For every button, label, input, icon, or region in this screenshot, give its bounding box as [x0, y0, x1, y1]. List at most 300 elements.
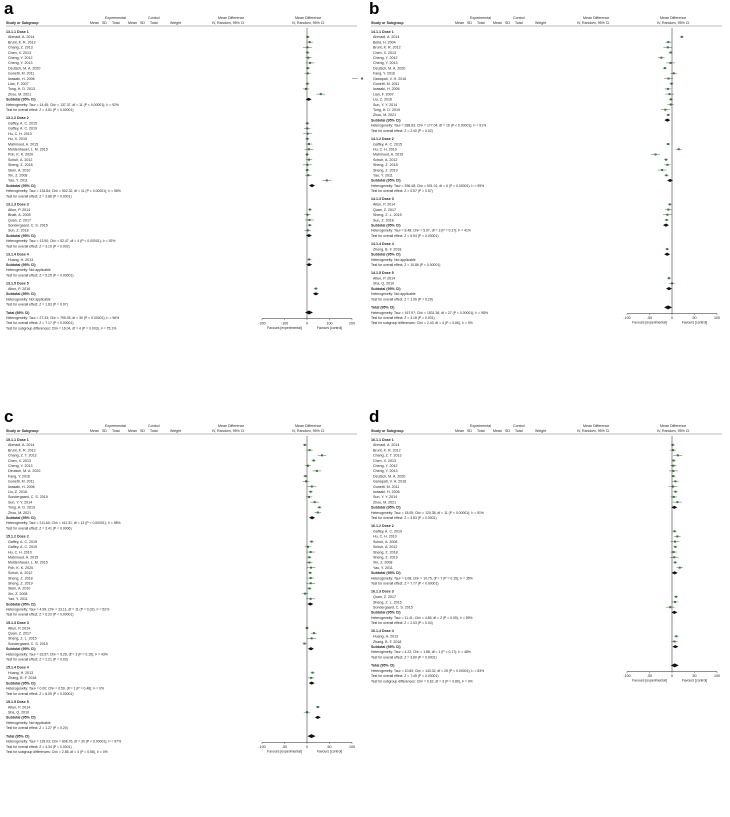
study-name: Bella, H. 2004	[373, 40, 396, 45]
total-label: Total (95% CI)	[371, 305, 395, 310]
study-name: Iwasaki, H. 2006	[373, 87, 400, 92]
total-overall-effect-text: Test for overall effect: Z = 7.17 (P < 0.00001)	[6, 321, 74, 326]
effect-square	[304, 593, 306, 595]
subgroup-title: 14.1.2 Dose 2	[371, 136, 394, 141]
subtotal-diamond	[666, 287, 672, 290]
subgroup-title: 13.1.3 Dose 3	[6, 202, 29, 207]
study-name: Lian, F. 2007	[373, 92, 394, 97]
study-name: Hu, C. H. 2010	[373, 147, 397, 152]
effect-square	[312, 672, 314, 674]
subtotal-diamond	[672, 571, 678, 574]
study-name: Huang, H. 2013	[8, 257, 34, 262]
subtotal-label: Subtotal (95% CI)	[6, 292, 36, 297]
study-name: Xin, Z. 2008	[373, 560, 393, 565]
effect-square	[313, 632, 315, 634]
study-name: Ganapati, V. H. 2016	[373, 479, 407, 484]
effect-square	[314, 501, 316, 503]
study-name: Fang, Y. 2016	[8, 474, 31, 479]
heterogeneity-text: Heterogeneity: Not applicable	[6, 720, 51, 725]
column-header: Mean	[90, 429, 99, 433]
total-heterogeneity-text: Heterogeneity: Tau² = 139.03; Chi² = 808.76, df = 30 (P < 0.00001); I² = 97%	[6, 739, 122, 744]
total-heterogeneity-text: Heterogeneity: Tau² = 167.97; Chi² = 1531.36, df = 27 (P < 0.00001); I² = 98%	[371, 310, 488, 315]
effect-square	[311, 637, 313, 639]
study-name: Chen, X. 2013	[8, 50, 31, 55]
effect-square	[672, 486, 674, 488]
x-tick-label: 200	[349, 321, 355, 326]
column-header: Total	[150, 21, 158, 25]
study-name: Ahmadi, A. 2014	[373, 443, 400, 448]
study-name: Altun, P. 2014	[8, 207, 31, 212]
effect-square	[668, 277, 670, 279]
study-name: Hu, X. 2015	[8, 137, 27, 142]
study-name: Gunetti, M. 2011	[8, 71, 35, 76]
study-name: Sun, Z. 2018	[373, 218, 394, 223]
column-header: SD	[505, 21, 510, 25]
study-name: Iwasaki, H. 2006	[8, 484, 35, 489]
heterogeneity-text: Heterogeneity: Tau² = 211.60; Chi² = 411.31, df = 13 (P < 0.00001); I² = 98%	[6, 521, 121, 526]
subtotal-label: Subtotal (95% CI)	[371, 644, 401, 649]
subgroup-title: 14.1.4 Dose 4	[371, 241, 394, 246]
md-plot-method-header: IV, Random, 95% CI	[657, 21, 690, 25]
forest-plot-panel-c	[0, 408, 365, 817]
md-method-header: IV, Random, 95% CI	[212, 429, 245, 433]
study-name: Yao, Y. 2011	[8, 597, 28, 602]
overall-effect-text: Test for overall effect: Z = 3.10 (P = 0.002)	[6, 244, 70, 249]
effect-square	[326, 179, 328, 181]
study-name: Schuh, A. 2012	[8, 571, 33, 576]
favours-experimental-label: Favours [experimental]	[632, 320, 667, 325]
control-header: Control	[148, 424, 160, 428]
heterogeneity-text: Heterogeneity: Tau² = 11.41; Chi² = 4.85, df = 2 (P = 0.09); I² = 59%	[371, 615, 473, 620]
effect-square	[674, 530, 676, 532]
column-header: SD	[102, 21, 107, 25]
md-method-header: IV, Random, 95% CI	[577, 21, 610, 25]
heterogeneity-text: Heterogeneity: Tau² = 8.48; Chi² = 5.07, df = 3 (P = 0.17); I² = 41%	[371, 228, 471, 233]
effect-square	[664, 109, 666, 111]
effect-square	[315, 288, 317, 290]
effect-square	[670, 104, 672, 106]
study-name: Chen, X. 2013	[8, 458, 31, 463]
heterogeneity-text: Heterogeneity: Tau² = 14.45; Chi² = 137.37, df = 11 (P < 0.00001); I² = 92%	[6, 102, 119, 107]
overall-effect-text: Test for overall effect: Z = 5.94 (P < 0.00001)	[371, 233, 439, 238]
subtotal-label: Subtotal (95% CI)	[371, 610, 401, 615]
subgroup-title: 16.1.2 Dose 2	[371, 524, 394, 529]
effect-square	[308, 587, 310, 589]
column-header: Mean	[493, 429, 502, 433]
x-tick-label: -50	[281, 744, 288, 749]
effect-square	[308, 496, 310, 498]
effect-square	[361, 78, 363, 80]
study-name: Sheng, Z. 2019	[8, 581, 33, 586]
study-name: Yao, Y. 2011	[373, 173, 393, 178]
study-name: Mahmoud, A. 2015	[8, 555, 39, 560]
subgroup-title: 14.1.5 Dose 5	[371, 271, 394, 276]
study-name: Xin, Z. 2008	[8, 173, 28, 178]
study-name: Sheng, Z. 2018	[373, 163, 398, 168]
column-header: Mean	[455, 21, 464, 25]
x-tick-label: 50	[692, 674, 697, 679]
study-name: Sondergaard, C. S. 2015	[8, 641, 48, 646]
study-name: Moldenhauer, L. M. 2015	[8, 147, 48, 152]
heterogeneity-text: Heterogeneity: Tau² = 13.90; Chi² = 52.47, df = 4 (P < 0.00001); I² = 92%	[6, 239, 116, 244]
study-name: Huang, H. 2013	[373, 634, 399, 639]
heterogeneity-text: Heterogeneity: Tau² = 396.48; Chi² = 501.01, df = 6 (P < 0.00001); I² = 99%	[371, 183, 485, 188]
study-name: Bhatt, A. 2005	[8, 213, 31, 218]
effect-square	[308, 556, 310, 558]
effect-square	[672, 449, 674, 451]
effect-square	[310, 577, 312, 579]
study-name: Ahmadi, A. 2014	[8, 443, 35, 448]
total-label: Total (95% CI)	[371, 663, 395, 668]
study-name: Sun, Z. 2018	[8, 228, 29, 233]
effect-square	[306, 138, 308, 140]
study-name: Mahmoud, A. 2015	[373, 152, 404, 157]
study-name: Cheng, Y. 2013	[8, 464, 33, 469]
study-name: Liu, Z. 2016	[373, 97, 392, 102]
study-name: Cheng, Y. 2012	[8, 56, 33, 61]
overall-effect-text: Test for overall effect: Z = 0.57 (P = 0.57)	[371, 189, 433, 194]
control-header: Control	[513, 424, 525, 428]
total-diamond	[305, 311, 313, 315]
overall-effect-text: Test for overall effect: Z = 4.51 (P < 0.00001)	[6, 108, 74, 113]
subgroup-title: 16.1.1 Dose 1	[371, 437, 394, 442]
study-name: Iwasaki, H. 2006	[373, 490, 400, 495]
study-name: Schuh, A. 2008	[373, 539, 398, 544]
effect-square	[304, 475, 306, 477]
study-name: Cheng, Y. 2012	[373, 464, 398, 469]
effect-square	[669, 93, 671, 95]
column-header: Total	[477, 429, 485, 433]
study-name: Chen, X. 2013	[373, 458, 396, 463]
study-name: Brunt, K. R. 2012	[8, 448, 36, 453]
subtotal-diamond	[672, 645, 678, 648]
effect-square	[303, 643, 305, 645]
column-header: Mean	[90, 21, 99, 25]
study-name: Altun, P. 2014	[373, 276, 396, 281]
effect-square	[667, 88, 669, 90]
x-tick-label: -100	[280, 321, 289, 326]
favours-experimental-label: Favours [experimental]	[267, 749, 302, 754]
subtotal-label: Subtotal (95% CI)	[371, 505, 401, 510]
study-name: Brunt, K. R. 2012	[373, 448, 401, 453]
total-overall-effect-text: Test for overall effect: Z = 4.34 (P < 0.0001)	[6, 744, 72, 749]
md-plot-header: Mean Difference	[660, 424, 687, 428]
effect-square	[676, 535, 678, 537]
study-name: Poh, K. K. 2020	[8, 565, 34, 570]
subgroup-title: 15.1.1 Dose 1	[6, 437, 29, 442]
effect-square	[310, 598, 312, 600]
effect-square	[670, 62, 672, 64]
study-name: Gaffey, A. C. 2015	[8, 539, 38, 544]
study-name: Schuh, A. 2012	[373, 545, 398, 550]
subtotal-diamond	[664, 253, 670, 256]
study-name: Sheng, Z. 2019	[373, 168, 398, 173]
study-name: Quan, Z. 2017	[373, 595, 396, 600]
study-name: Hu, C. H. 2010	[8, 131, 32, 136]
column-header: Total	[112, 429, 120, 433]
subgroup-title: 16.1.3 Dose 3	[371, 589, 394, 594]
effect-square	[310, 491, 312, 493]
effect-square	[309, 572, 311, 574]
subgroup-differences-text: Test for subgroup differences: Chi² = 2.85, df = 4 (P = 0.58), I² = 0%	[6, 750, 108, 755]
subtotal-diamond	[309, 184, 315, 187]
md-header: Mean Difference	[218, 424, 245, 428]
column-header: SD	[102, 429, 107, 433]
panel-letter-d: d	[369, 408, 380, 426]
effect-square	[306, 127, 308, 129]
subgroup-title: 15.1.5 Dose 5	[6, 699, 29, 704]
study-name: Sondergaard, C. S. 2015	[8, 495, 48, 500]
study-name: Schuh, A. 2012	[373, 157, 398, 162]
overall-effect-text: Test for overall effect: Z = 5.25 (P < 0.00001)	[6, 273, 74, 278]
effect-square	[306, 122, 308, 124]
effect-square	[313, 460, 315, 462]
column-header: Mean	[128, 429, 137, 433]
effect-square	[309, 41, 311, 43]
subtotal-label: Subtotal (95% CI)	[371, 118, 401, 123]
control-header: Control	[513, 16, 525, 20]
study-name: Sondergaard, C. S. 2015	[373, 605, 413, 610]
subtotal-diamond	[663, 224, 669, 227]
study-name: Gaffey, A. C. 2015	[8, 121, 38, 126]
subtotal-label: Subtotal (95% CI)	[6, 262, 36, 267]
study-name: Hu, C. H. 2010	[373, 534, 397, 539]
x-tick-label: 50	[692, 316, 697, 321]
x-tick-label: 100	[326, 321, 333, 326]
md-plot-method-header: IV, Random, 95% CI	[292, 21, 325, 25]
effect-square	[676, 501, 678, 503]
study-name: Zhang, B. F. 2018	[8, 676, 37, 681]
heterogeneity-text: Heterogeneity: Tau² = 134.84; Chi² = 502.32, df = 11 (P < 0.00001); I² = 98%	[6, 189, 121, 194]
effect-square	[309, 449, 311, 451]
heterogeneity-text: Heterogeneity: Tau² = 3.08; Chi² = 10.75, df = 7 (P = 0.15); I² = 35%	[371, 576, 473, 581]
overall-effect-text: Test for overall effect: Z = 6.05 (P < 0.00001)	[6, 691, 74, 696]
effect-square	[318, 506, 320, 508]
study-name: Quan, Z. 2017	[373, 207, 396, 212]
study-name: Deutsch, M. A. 2020	[373, 66, 406, 71]
overall-effect-text: Test for overall effect: Z = 10.86 (P < 0.00001)	[371, 262, 441, 267]
study-name: Ahmadi, A. 2014	[373, 35, 400, 40]
study-name: Cheng, Y. 2013	[373, 61, 398, 66]
effect-square	[667, 41, 669, 43]
effect-square	[666, 214, 668, 216]
subtotal-diamond	[315, 716, 321, 719]
overall-effect-text: Test for overall effect: Z = 2.40 (P = 0.02)	[371, 128, 433, 133]
experimental-header: Experimental	[470, 16, 491, 20]
overall-effect-text: Test for overall effect: Z = 3.83 (P = 0.0001)	[371, 516, 437, 521]
study-name: Gaffey, A. C. 2019	[8, 545, 38, 550]
subtotal-diamond	[307, 602, 313, 605]
subgroup-title: 15.1.4 Dose 4	[6, 665, 29, 670]
column-header: SD	[505, 429, 510, 433]
effect-square	[664, 67, 666, 69]
effect-square	[667, 46, 669, 48]
subtotal-diamond	[306, 98, 312, 101]
x-tick-label: 0	[306, 744, 308, 749]
total-label: Total (95% CI)	[6, 310, 30, 315]
study-name: Iwasaki, H. 2006	[8, 76, 35, 81]
subgroup-title: 14.1.1 Dose 1	[371, 29, 394, 34]
subtotal-label: Subtotal (95% CI)	[371, 178, 401, 183]
column-header: Mean	[455, 429, 464, 433]
heterogeneity-text: Heterogeneity: Not applicable	[371, 257, 416, 262]
subtotal-label: Subtotal (95% CI)	[6, 602, 36, 607]
subtotal-label: Subtotal (95% CI)	[6, 715, 36, 720]
subtotal-label: Subtotal (95% CI)	[6, 183, 36, 188]
effect-square	[672, 465, 674, 467]
study-name: Hu, C. H. 2010	[8, 550, 32, 555]
study-name: Quan, Z. 2017	[8, 631, 31, 636]
heterogeneity-text: Heterogeneity: Not applicable	[371, 292, 416, 297]
column-header: Weight	[170, 21, 182, 25]
study-name: Gunetti, M. 2011	[8, 479, 35, 484]
effect-square	[310, 551, 312, 553]
x-tick-label: -50	[646, 674, 653, 679]
favours-control-label: Favours [control]	[681, 320, 708, 325]
overall-effect-text: Test for overall effect: Z = 3.88 (P = 0.0001)	[6, 194, 72, 199]
study-name: Chen, X. 2013	[373, 50, 396, 55]
effect-square	[308, 561, 310, 563]
effect-square	[310, 582, 312, 584]
study-name: Zhou, M. 2021	[8, 510, 32, 515]
total-diamond	[664, 305, 672, 309]
column-header: Weight	[170, 429, 182, 433]
x-tick-label: -100	[623, 316, 631, 321]
effect-square	[308, 143, 310, 145]
study-name: Cheng, Y. 2013	[8, 61, 33, 66]
study-name: Yao, Y. 2011	[373, 565, 393, 570]
x-tick-label: -200	[258, 321, 266, 326]
study-name: Sun, Y. Y. 2014	[373, 102, 398, 107]
subgroup-title: 14.1.3 Dose 3	[371, 197, 394, 202]
subgroup-differences-text: Test for subgroup differences: Chi² = 2.43, df = 4 (P = 0.66), I² = 0%	[371, 321, 473, 326]
total-overall-effect-text: Test for overall effect: Z = 3.18 (P = 0.001)	[371, 316, 435, 321]
subtotal-label: Subtotal (95% CI)	[6, 97, 36, 102]
subgroup-title: 13.1.1 Dose 1	[6, 29, 29, 34]
effect-square	[675, 635, 677, 637]
study-name: Moldenhauer, L. M. 2015	[8, 560, 48, 565]
effect-square	[668, 78, 670, 80]
study-name: Zheng, B. F. 2018	[373, 247, 402, 252]
effect-square	[308, 219, 310, 221]
heterogeneity-text: Heterogeneity: Not applicable	[6, 268, 51, 273]
effect-square	[673, 496, 675, 498]
x-tick-label: 0	[671, 674, 673, 679]
subtotal-diamond	[671, 611, 677, 614]
study-name: Ahmadi, A. 2014	[8, 35, 35, 40]
effect-square	[670, 52, 672, 54]
study-name: Lian, F. 2007	[8, 82, 29, 87]
effect-square	[679, 567, 681, 569]
effect-square	[308, 258, 310, 260]
study-name: Sheng, Z. L. 2015	[373, 213, 402, 218]
effect-square	[674, 541, 676, 543]
study-name: Altun, P. 2014	[8, 626, 31, 631]
subtotal-label: Subtotal (95% CI)	[371, 286, 401, 291]
favours-control-label: Favours [control]	[316, 325, 343, 330]
column-header: SD	[140, 429, 145, 433]
effect-square	[311, 486, 313, 488]
study-name: Gaffey, A. C. 2019	[373, 529, 403, 534]
forest-plot-b-svg	[365, 0, 730, 408]
overall-effect-text: Test for overall effect: Z = 1.06 (P = 0.29)	[371, 297, 433, 302]
study-name: Quan, Z. 2017	[8, 218, 31, 223]
study-name: Ganapati, V. H. 2016	[373, 76, 407, 81]
effect-square	[675, 596, 677, 598]
subtotal-label: Subtotal (95% CI)	[371, 223, 401, 228]
favours-control-label: Favours [control]	[681, 678, 708, 683]
study-name: Chang, Z. T. 2013	[8, 453, 37, 458]
effect-square	[308, 159, 310, 161]
effect-square	[304, 444, 306, 446]
effect-square	[661, 169, 663, 171]
effect-square	[310, 677, 312, 679]
subgroup-differences-text: Test for subgroup differences: Chi² = 16.04, df = 4 (P = 0.003), I² = 75.1%	[6, 326, 117, 331]
study-header: Study or Subgroup	[6, 21, 39, 25]
study-name: Sondergaard, C. S. 2015	[8, 223, 48, 228]
effect-square	[308, 148, 310, 150]
effect-square	[310, 567, 312, 569]
subtotal-diamond	[309, 681, 315, 684]
favours-experimental-label: Favours [experimental]	[267, 325, 302, 330]
effect-square	[673, 556, 675, 558]
effect-square	[673, 72, 675, 74]
study-name: Zhou, M. 2021	[8, 92, 32, 97]
md-plot-method-header: IV, Random, 95% CI	[657, 429, 690, 433]
column-header: SD	[467, 21, 472, 25]
md-header: Mean Difference	[583, 16, 610, 20]
study-name: Cheng, Y. 2012	[373, 56, 398, 61]
study-name: Tong, H. D. 2019	[8, 505, 35, 510]
panel-letter-a: a	[4, 0, 14, 18]
x-tick-label: 100	[714, 674, 720, 679]
column-header: Total	[515, 429, 523, 433]
effect-square	[674, 480, 676, 482]
study-header: Study or Subgroup	[371, 429, 404, 433]
study-name: Sha, Q. 2010	[373, 281, 395, 286]
study-header: Study or Subgroup	[371, 21, 404, 25]
forest-plot-panel-b	[365, 0, 730, 408]
study-name: Brunt, K. R. 2012	[373, 45, 401, 50]
effect-square	[674, 561, 676, 563]
study-name: Sheng, Z. 2018	[373, 550, 398, 555]
effect-square	[317, 706, 319, 708]
effect-square	[667, 209, 669, 211]
effect-square	[307, 57, 309, 59]
effect-square	[665, 174, 667, 176]
effect-square	[670, 98, 672, 100]
subgroup-title: 13.1.2 Dose 2	[6, 116, 29, 121]
study-name: Altun, P. 2014	[8, 705, 31, 710]
forest-plot-panel-a	[0, 0, 365, 408]
total-label: Total (95% CI)	[6, 734, 30, 739]
study-name: Stein, A. 2010	[8, 586, 31, 591]
forest-plot-a-svg	[0, 0, 365, 408]
overall-effect-text: Test for overall effect: Z = 6.20 (P < 0.00001)	[6, 612, 74, 617]
x-tick-label: 100	[349, 744, 355, 749]
md-header: Mean Difference	[218, 16, 245, 20]
effect-square	[316, 470, 318, 472]
effect-square	[665, 159, 667, 161]
effect-square	[309, 224, 311, 226]
study-name: Altun, P. 2014	[373, 202, 396, 207]
total-heterogeneity-text: Heterogeneity: Tau² = 10.83; Chi² = 143.32, df = 25 (P < 0.00001); I² = 83%	[371, 668, 485, 673]
heterogeneity-text: Heterogeneity: Tau² = 18.05; Chi² = 120.38, df = 11 (P < 0.00001); I² = 91%	[371, 510, 484, 515]
subgroup-title: 16.1.4 Dose 4	[371, 629, 394, 634]
overall-effect-text: Test for overall effect: Z = 3.80 (P = 0.0001)	[371, 655, 437, 660]
subtotal-label: Subtotal (95% CI)	[6, 233, 36, 238]
study-name: Sheng, Z. 2019	[373, 555, 398, 560]
